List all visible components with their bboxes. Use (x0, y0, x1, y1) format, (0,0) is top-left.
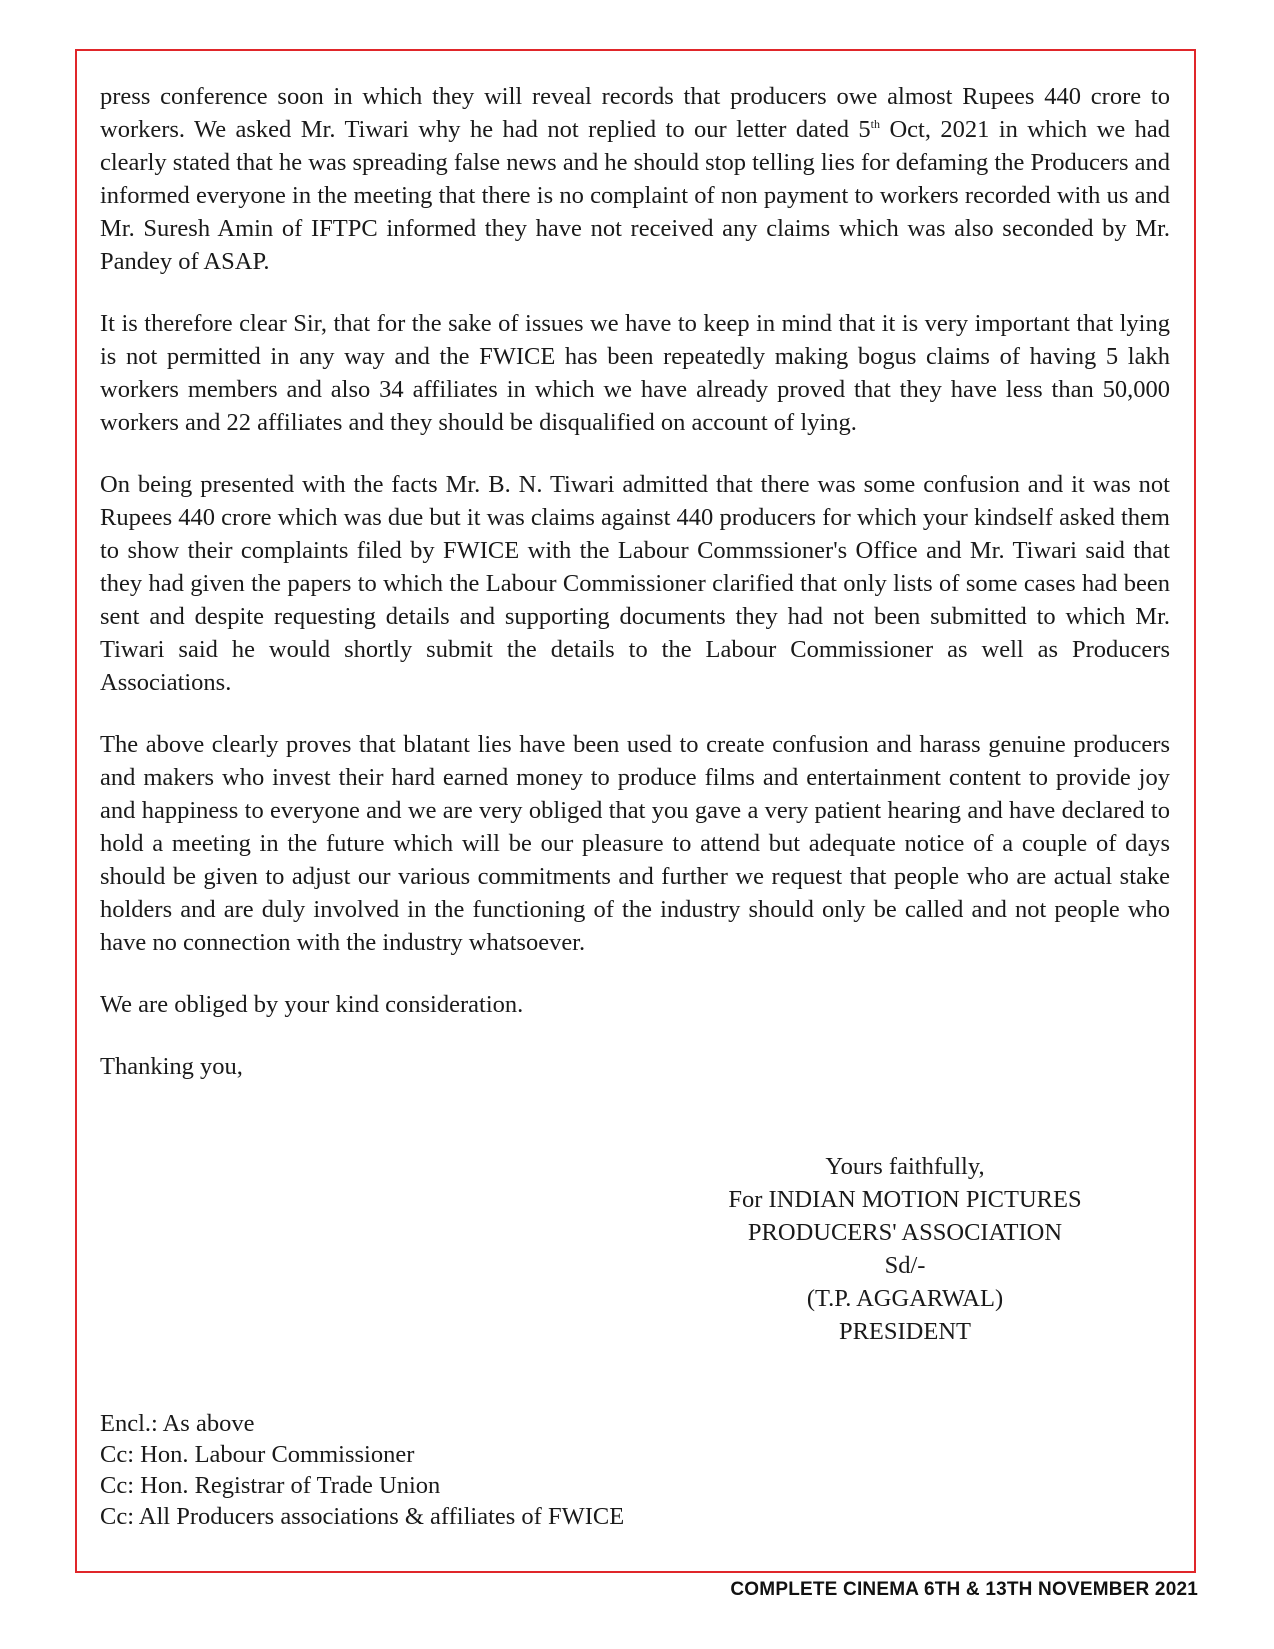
publication-footer: COMPLETE CINEMA 6TH & 13TH NOVEMBER 2021 (730, 1579, 1198, 1600)
signature-sd: Sd/- (884, 1252, 926, 1279)
enclosures-cc-list (100, 1408, 624, 1532)
enclosure-line: Encl.: As above (100, 1410, 255, 1437)
cc-producers-associations: Cc: All Producers associations & affiliates of FWICE (100, 1503, 625, 1530)
signatory-title: PRESIDENT (838, 1318, 972, 1345)
paragraph-tiwari-admission: On being presented with the facts Mr. B. N. Tiwari admitted that there was some confusion and it was not Rupees 440 crore which was due but it was claims against 440 producers for which your kindself asked them to show their complaints filed by FWICE with the Labour Commssioner's Office and Mr. Tiwari said that they had given the papers to which the Labour Commissioner clarified that only lists of some cases had been sent and despite requesting details and supporting documents they had not been submitted to which Mr. Tiwari said he would shortly submit the details to the Labour Commissioner as well as Producers Associations. (100, 471, 1170, 696)
signature-salutation: Yours faithfully, (825, 1153, 985, 1180)
letter-body (100, 80, 1170, 1112)
paragraph-bogus-claims: It is therefore clear Sir, that for the sake of issues we have to keep in mind that it is very important that lying is not permitted in any way and the FWICE has been repeatedly making bogus claims of having 5 lakh workers members and also 34 affiliates in which we have already proved that they have less than 50,000 workers and 22 affiliates and they should be disqualified on account of lying. (100, 310, 1170, 436)
signature-organization-line-2: PRODUCERS' ASSOCIATION (747, 1219, 1063, 1246)
signature-block (700, 1150, 1110, 1348)
date-suffix: th (870, 116, 880, 131)
cc-registrar: Cc: Hon. Registrar of Trade Union (100, 1472, 441, 1499)
signatory-name: (T.P. AGGARWAL) (806, 1285, 1004, 1312)
thanking-line: Thanking you, (100, 1053, 243, 1080)
paragraph-press-conference (100, 80, 1170, 278)
paragraph-text-continued: Oct, 2021 in which we had clearly stated that he was spreading false news and he should stop telling lies for defaming the Producers and informed everyone in the meeting that there is no complaint of non payment to workers recorded with us and Mr. Suresh Amin of IFTPC informed they have not received any claims which was also seconded by Mr. Pandey of ASAP. (100, 116, 1171, 275)
signature-organization-line-1: For INDIAN MOTION PICTURES (728, 1186, 1082, 1213)
closing-line: We are obliged by your kind consideration. (100, 991, 524, 1018)
paragraph-conclusion: The above clearly proves that blatant lies have been used to create confusion and harass genuine producers and makers who invest their hard earned money to produce films and entertainment content to provide joy and happiness to everyone and we are very obliged that you gave a very patient hearing and have declared to hold a meeting in the future which will be our pleasure to attend but adequate notice of a couple of days should be given to adjust our various commitments and further we request that people who are actual stake holders and are duly involved in the functioning of the industry should only be called and not people who have no connection with the industry whatsoever. (100, 731, 1170, 956)
cc-labour-commissioner: Cc: Hon. Labour Commissioner (100, 1441, 415, 1468)
paragraph-text: press conference soon in which they will reveal records that producers owe almost Rupees 440 crore to workers. We asked Mr. Tiwari why he had not replied to our letter dated 5 (100, 83, 1170, 143)
